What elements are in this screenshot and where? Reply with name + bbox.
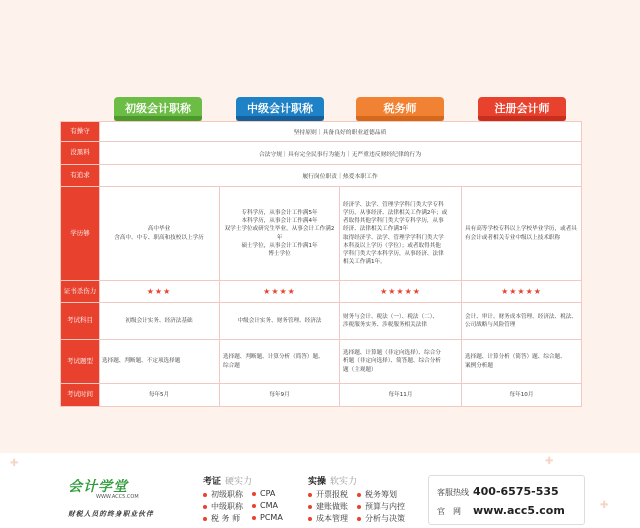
row-text: 履行岗位职责｜热爱本职工作	[302, 174, 378, 180]
cell-line: 取得经济学、法学、管理学学科门类大学	[343, 234, 444, 241]
cell-line: 具有高等学校专科以上学校毕业学历，或者具	[465, 226, 577, 233]
row-certificate-value	[61, 281, 581, 303]
cell-line: 选择题、判断题、不定项选择题	[102, 358, 181, 365]
link-analysis[interactable]	[357, 513, 405, 524]
cell-line: 公司战略与风险管理	[465, 322, 516, 328]
section-title: 考证	[203, 477, 222, 487]
row-pursuit	[61, 165, 581, 187]
link-cost[interactable]	[308, 513, 348, 524]
cell-line: 财务与会计、税法（一）、税法（二）、	[343, 313, 439, 320]
link-label: 分析与决策	[365, 514, 405, 523]
tab-tax-agent: 税务师	[356, 97, 444, 119]
contact-box	[428, 475, 585, 525]
cell-cpa	[461, 340, 581, 383]
column-tabs	[0, 97, 640, 121]
row-label: 考试时间	[61, 384, 100, 406]
row-label: 有追求	[61, 165, 100, 186]
bullet-icon	[203, 517, 207, 521]
row-question-types	[61, 340, 581, 384]
bullet-icon	[308, 517, 312, 521]
cell-line: 本科学历，从事会计工作满4年	[241, 218, 318, 225]
sparkle-icon: ✚	[545, 456, 554, 467]
link-label: 成本管理	[316, 514, 348, 523]
link-invoicing[interactable]	[308, 489, 348, 500]
section-subtitle: 软实力	[330, 477, 358, 487]
row-education	[61, 187, 581, 281]
link-label: 开票报税	[316, 490, 348, 499]
cell-line: 初级会计实务、经济法基础	[125, 317, 193, 324]
link-label: 税 务 师	[211, 514, 241, 523]
bullet-icon	[357, 493, 361, 497]
website-label: 官 网	[437, 507, 461, 516]
cell-line: 双学士学位或研究生毕业，从事会计工作满2年	[224, 226, 335, 241]
cell-tax-agent	[339, 340, 461, 383]
link-label: PCMA	[260, 513, 283, 522]
row-law	[61, 142, 581, 165]
hotline-label: 客服热线	[437, 488, 469, 497]
cell-cpa	[461, 303, 581, 339]
row-label: 考试题型	[61, 340, 100, 383]
link-label: 建账做账	[316, 502, 348, 511]
link-cma[interactable]	[252, 501, 278, 510]
link-label: 税务筹划	[365, 490, 397, 499]
stars-rating: ★★★	[146, 286, 172, 296]
cell-line: 博士学位	[268, 250, 291, 257]
cell-line: 经济、法律相关工作满3年	[343, 226, 409, 233]
row-label: 考试科目	[61, 303, 100, 339]
row-subjects	[61, 303, 581, 340]
bullet-icon	[252, 516, 256, 520]
bullet-icon	[203, 493, 207, 497]
link-tax-agent[interactable]	[203, 513, 240, 524]
bullet-icon	[357, 517, 361, 521]
bullet-icon	[252, 492, 256, 496]
cell-junior	[99, 303, 219, 339]
cell-cpa	[461, 187, 581, 280]
cell-line: 题（主观题）	[343, 366, 377, 373]
cell-line: 含高中、中专、职高和技校以上学历	[114, 234, 204, 241]
cell-line: 中级会计实务、财务管理、经济法	[237, 317, 322, 324]
cell-line: 选择题、计算分析（简答）题、综合题、	[465, 354, 566, 361]
link-label: CMA	[260, 501, 278, 510]
logo-url: WWW.ACC5.COM	[96, 494, 139, 500]
row-text: 坚持原则｜具备良好的职业道德品质	[293, 130, 387, 136]
cell-line: 涉税服务实务、涉税服务相关法律	[343, 322, 427, 328]
link-label: CPA	[260, 489, 276, 498]
sparkle-icon: ✚	[10, 458, 19, 469]
cell-line: 选择题、判断题、计算分析（简答）题、	[223, 354, 324, 361]
tab-intermediate-accountant: 中级会计职称	[236, 97, 324, 119]
link-intermediate[interactable]	[203, 501, 243, 512]
cell-line: 硕士学位，从事会计工作满1年	[241, 242, 318, 249]
row-label: 证书杀伤力	[61, 281, 100, 302]
slogan: 财税人员的终身职业伙伴	[68, 510, 154, 518]
cell-line: 析题（非定向选择）、简答题、综合分析	[343, 358, 441, 365]
cell-line: 有会计或者相关专业中级以上技术职称	[465, 234, 561, 241]
cell-line: 案例分析题	[465, 362, 493, 369]
link-pcma[interactable]	[252, 513, 283, 522]
row-label: 没黑料	[61, 142, 100, 164]
cell-line: 学历，从事经济、法律相关工作满2年；或	[343, 210, 448, 217]
row-label: 学历够	[61, 187, 100, 280]
cell-line: 高中毕业	[147, 226, 171, 233]
sparkle-icon: ✚	[600, 500, 609, 511]
bullet-icon	[357, 505, 361, 509]
cell-intermediate	[219, 340, 339, 383]
bullet-icon	[308, 493, 312, 497]
logo-text: 会计学堂	[68, 479, 128, 495]
cell-junior: 每年5月	[148, 391, 170, 398]
tab-cpa: 注册会计师	[478, 97, 566, 119]
bullet-icon	[252, 504, 256, 508]
cell-junior	[99, 187, 219, 280]
cell-tax-agent	[339, 187, 461, 280]
link-label: 中级职称	[211, 502, 243, 511]
comparison-table	[60, 121, 582, 407]
cell-line: 本科及以上学历（学位）；或者取得其他	[343, 242, 441, 249]
cell-intermediate	[219, 303, 339, 339]
stars-rating: ★★★★★	[339, 281, 461, 302]
link-budget[interactable]	[357, 501, 405, 512]
link-bookkeeping[interactable]	[308, 501, 348, 512]
row-text: 合法守规｜具有完全民事行为能力｜无严重违反财经纪律的行为	[258, 151, 422, 158]
website-link[interactable]: www.acc5.com	[473, 504, 565, 517]
cell-junior	[99, 340, 219, 383]
section-subtitle: 硬实力	[225, 477, 253, 487]
section-title-certification	[203, 474, 252, 487]
cell-cpa: 每年10月	[461, 384, 581, 406]
bullet-icon	[308, 505, 312, 509]
cell-tax-agent	[339, 303, 461, 339]
cell-tax-agent: 每年11月	[339, 384, 461, 406]
cell-line: 学科门类大学本科学历，从事经济、法律	[343, 250, 444, 257]
cell-line: 者取得其他学科门类大学专科学历，从事	[343, 218, 444, 225]
stars-rating: ★★★★	[219, 281, 339, 302]
cell-line: 相关工作满1年。	[343, 258, 386, 265]
cell-line: 会计、审计、财务成本管理、经济法、税法、	[465, 313, 577, 320]
section-title-practice	[308, 474, 357, 487]
tab-junior-accountant: 初级会计职称	[114, 97, 202, 119]
cell-line: 专科学历，从事会计工作满5年	[241, 210, 318, 217]
cell-line: 选择题、计算题（非定向选择）、综合分	[343, 350, 441, 357]
row-ethics	[61, 122, 581, 142]
brand-logo[interactable]	[68, 476, 158, 500]
link-junior[interactable]	[203, 489, 243, 500]
row-label: 有操守	[61, 122, 100, 141]
link-label: 初级职称	[211, 490, 243, 499]
hotline-number[interactable]: 400-6575-535	[473, 485, 559, 498]
cell-line: 综合题	[223, 362, 240, 369]
cell-intermediate	[219, 187, 339, 280]
cell-line: 经济学、法学、管理学学科门类大学专科	[343, 202, 444, 209]
cell-intermediate: 每年9月	[219, 384, 339, 406]
link-cpa[interactable]	[252, 489, 275, 498]
link-tax-planning[interactable]	[357, 489, 397, 500]
row-exam-time	[61, 384, 581, 406]
section-title: 实操	[308, 477, 327, 487]
link-label: 预算与内控	[365, 502, 405, 511]
stars-rating: ★★★★★	[461, 281, 581, 302]
bullet-icon	[203, 505, 207, 509]
